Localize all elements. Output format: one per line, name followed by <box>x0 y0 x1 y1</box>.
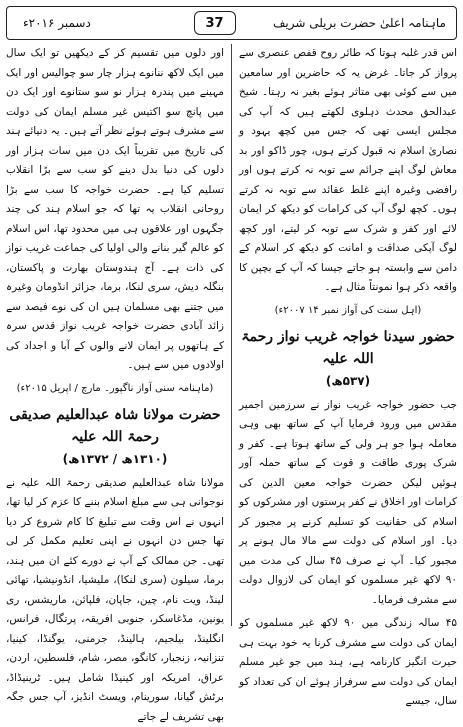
issue-date: دسمبر ۲۰۱۶ء <box>7 16 163 30</box>
section-date: (۱۳۱۰ھ / ۱۳۷۲ھ) <box>6 450 224 468</box>
article-paragraph: ۴۵ سالہ زندگی میں ۹۰ لاکھ غیر مسلموں کو ایمان کی دولت سے مشرف کرنا یہ خود بہت ہی حیرت انگیز کارنامہ ہے، ہند میں جو غیر مسلم ایمان کی دولت سے سرفراز ہوئے ان کی تعداد کو سال، جیسے <box>239 614 457 712</box>
article-paragraph: اور دلوں میں تقسیم کر کے دیکھیں تو ایک سال میں ایک لاکھ ننانوے ہزار چار سو چوالیس اور ایک مہینے میں پندرہ ہزار نو سو ستانوے اور ایک دن میں پانچ سو اکتیس غیر مسلم ایمان کی دولت سے مشرف ہوتے ہوئے نظر آتے ہیں۔ یہ دنیائے ہند کی تاریخ میں تقریباً ایک دن میں سات ہزار اور دلوں کی دنیا بدل دینے کو سب سے بڑا انقلاب تسلیم کیا ہے۔ حضرت خواجہ کا سب سے بڑا روحانی انقلاب یہ تھا کہ جو اسلام ہند کی چند جگہوں اور علاقوں ہی میں محدود تھا، اس اسلام کو عالم گیر بنانے والی اولیا کی جماعت غریب نواز کی ذات ہے۔ آج ہندوستان بھارت و پاکستان، بنگلہ دیش، سری لنکا، برما، جزائر انڈومان وغیرہ میں جتنے بھی مسلمان ہیں ان کی نوے فیصد سے زائد آبادی حضرت خواجہ غریب نواز قدس سرہ کے ہاتھوں پر ایمان لانے والوں کے آبا و اجداد کی اولادوں میں سے ہیں۔ <box>6 44 224 376</box>
section-heading: حضرت مولانا شاہ عبدالعلیم صدیقی رحمۃ اللہ علیہ <box>6 404 224 448</box>
column-divider <box>231 44 232 626</box>
section-heading: حضور سیدنا خواجہ غریب نواز رحمۃ اللہ علیہ <box>239 326 457 370</box>
magazine-page <box>6 6 457 626</box>
source-citation: (ماہنامہ سنی آواز ناگپور۔ مارچ / اپریل ۲۰۱۵ء) <box>6 380 224 398</box>
text-columns <box>6 44 457 626</box>
left-column <box>6 44 224 626</box>
page-number: 37 <box>194 11 236 35</box>
article-paragraph: مولانا شاہ عبدالعلیم صدیقی رحمۃ اللہ علیہ نے نوجوانی ہی سے مبلغ اسلام بننے کا عزم کر لیا تھا، انہوں نے اس وقت سے تبلیغ کا کام شروع کر دیا تھا جس دن انہوں نے اپنی تعلیم مکمل کر لی تھی۔ جن ممالک کے آپ نے دورے کئے ان میں ہند، برما، سیلون (سری لنکا)، ملیشیا، انڈونیشیا، تھائی لینڈ، ویت نام، چین، جاپان، فلپائن، ماریشس، ری یونین، مڈغاسکر، جنوبی افریقہ، پرتگال، فرانس، انگلینڈ، بیلجیم، ہالینڈ، جرمنی، یوگنڈا، کینیا، تنزانیہ، زنجبار، کانگو، مصر، شام، فلسطین، اردن، عراق، امریکہ اور کینیڈا شامل ہیں۔ ٹرینیڈاڈ، برٹش گیانا، سورینام، ویسٹ انڈیز، آپ جس جگہ بھی تشریف لے جاتے <box>6 474 224 727</box>
article-paragraph: جب حضور خواجہ غریب نواز نے سرزمین اجمیر مقدس میں ورود فرمایا آپ کے ساتھ بھی وہی معاملہ ہوا جو ہر ولی کے ساتھ ہوتا ہے۔ کفر و شرک پوری طاقت و قوت کے ساتھ حملہ آور ہوئیں لیکن حضرت خواجہ معین الدین کی کرامات اور اخلاق نے کفر پرستوں اور مشرکوں کو اسلام کی حقانیت کو تسلیم کرنے پر مجبور کر دیا۔ اور اسلام کی دولت سے مالا مال ہونے پر مجبور کیا۔ آپ نے صرف ۴۵ سال کی مدت میں ۹۰ لاکھ غیر مسلموں کو ایمان کی لازوال دولت سے مشرف فرمایا۔ <box>239 396 457 611</box>
source-citation: (اہل سنت کی آواز نمبر ۱۴ ۲۰۰۷ء) <box>239 302 457 320</box>
magazine-title: ماہنامہ اعلیٰ حضرت بریلی شریف <box>266 16 456 30</box>
right-column <box>239 44 457 626</box>
page-header <box>6 6 457 40</box>
section-date: (۵۳۷ھ) <box>239 372 457 390</box>
article-paragraph: اس قدر غلبہ ہوتا کہ طائر روح قفص عنصری سے پرواز کر جاتا۔ غرض یہ کہ حاضرین اور سامعین میں سے کوئی بھی متاثر ہوئے بغیر نہ رہتا۔ شیخ عبدالحق محدث دہلوی لکھتے ہیں کہ آپ کی مجلس ایسی تھی کہ جس میں کچھ یہود و نصاریٰ اسلام نہ قبول کرتے ہوں، چور ڈاکو اور بد معاش لوگ اپنے جرائم سے توبہ نہ کرتے ہوں اور رافضی وغیرہ اپنے غلط عقائد سے توبہ نہ کرتے ہوں۔ کچھ لوگ آپ کی کرامات کو دیکھ کر ایمان لائے اور کفر و شرک سے توبہ کر لیتے، اور کچھ لوگ آپکی صداقت و امانت کو دیکھ کر اسلام کے دامن سے وابستہ ہو جاتے جیسا کہ آپ کے بچپن کا واقعہ ذکر ہوا نمونتاً مثال ہے۔ <box>239 44 457 298</box>
